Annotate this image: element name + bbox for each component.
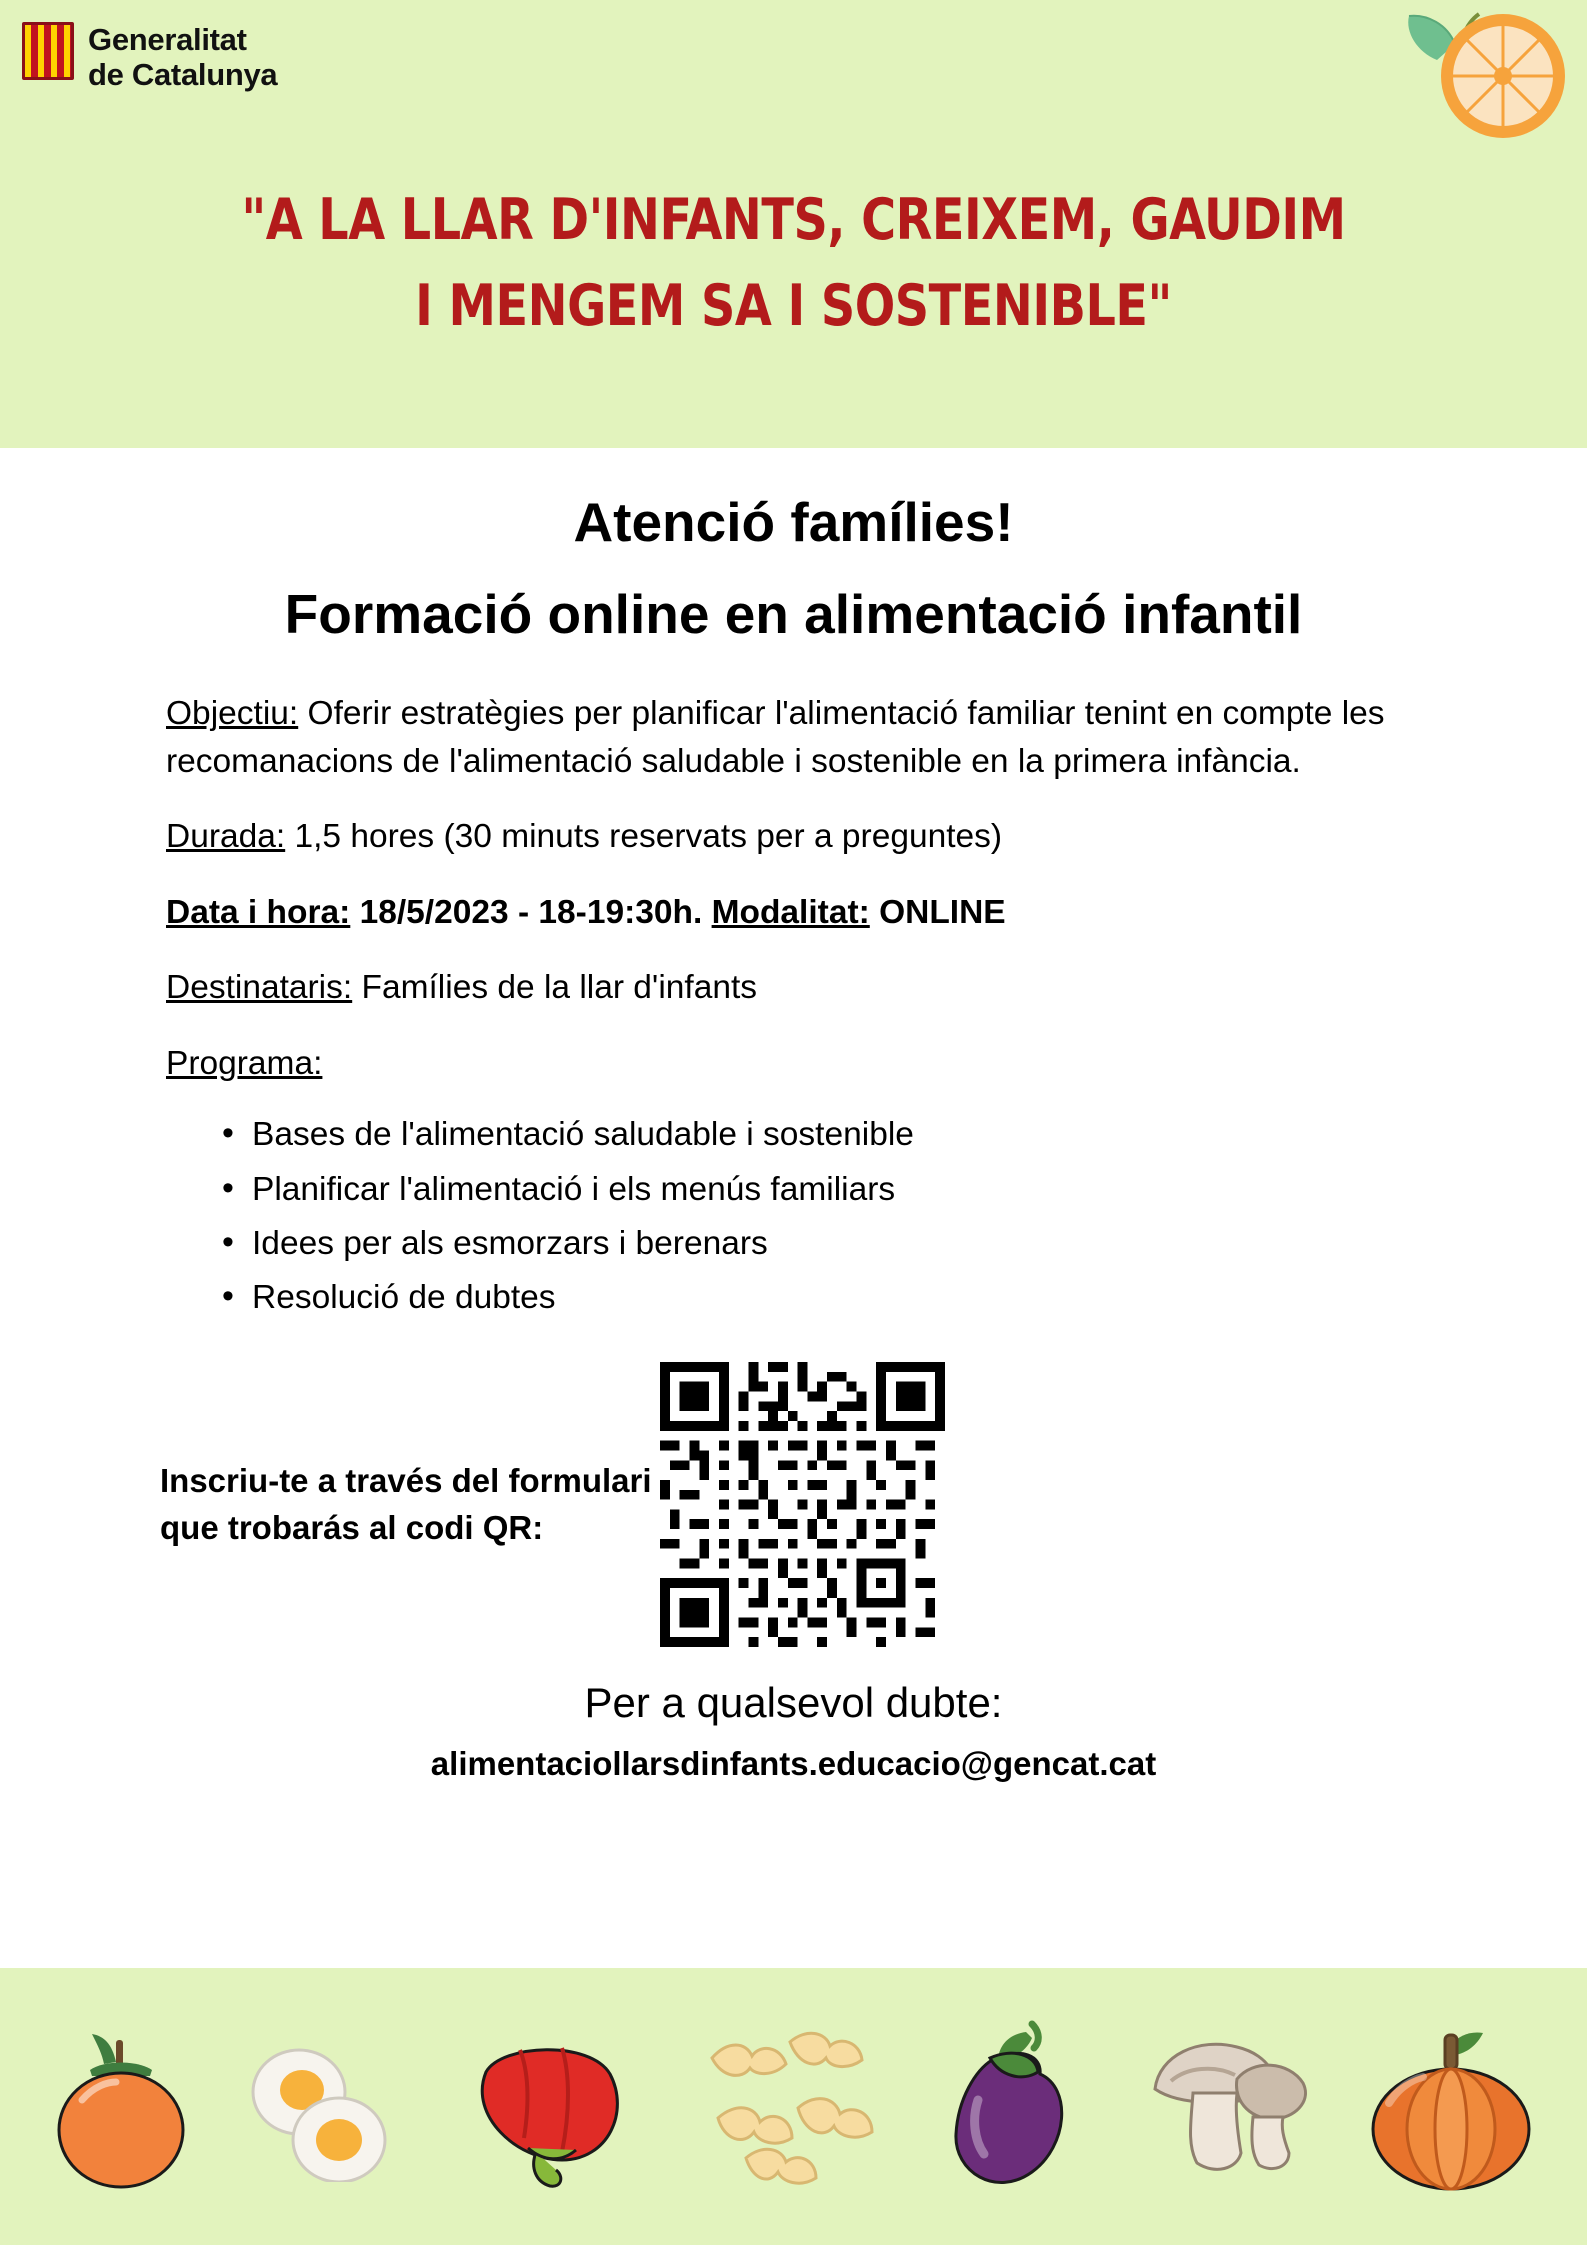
list-item: • Planificar l'alimentació i els menús familiars — [218, 1168, 1437, 1212]
page-title — [56, 178, 1532, 349]
red-pepper-icon — [458, 2020, 643, 2195]
farfalle-pasta-icon — [694, 2022, 889, 2192]
page-title-line-1: "A LA LLAR D'INFANTS, CREIXEM, GAUDIM — [241, 187, 1346, 253]
subheading: Formació online en alimentació infantil — [284, 583, 1303, 645]
qr-label: Inscriu-te a través del formulari que trobarás al codi QR: — [160, 1461, 652, 1546]
generalitat-logo — [22, 22, 277, 92]
destinataris-paragraph — [166, 964, 1437, 1012]
objectiu-paragraph — [166, 690, 1437, 785]
eggplant-icon — [940, 2012, 1090, 2202]
main-content — [0, 448, 1587, 1968]
data-hora-label: Data i hora: — [166, 893, 351, 931]
page-title-line-2: I MENGEM SA I SOSTENIBLE" — [415, 272, 1172, 339]
objectiu-text: Oferir estratègies per planificar l'alimentació familiar tenint en compte les recomanacions de l'alimentació saludable i sostenible en la primera infància. — [166, 695, 1385, 780]
data-hora-text: 18/5/2023 - 18-19:30h. — [350, 893, 712, 931]
list-item: • Idees per als esmorzars i berenars — [218, 1222, 1437, 1266]
mushrooms-icon — [1141, 2027, 1316, 2187]
programa-heading — [166, 1040, 1437, 1088]
modalitat-label: Modalitat: — [711, 893, 870, 931]
durada-paragraph — [166, 813, 1437, 861]
list-item: • Bases de l'alimentació saludable i sostenible — [218, 1113, 1437, 1157]
contact-email[interactable]: alimentaciollarsdinfants.educacio@gencat.cat — [430, 1745, 1157, 1783]
tomato-icon — [46, 2022, 196, 2192]
body-text — [0, 690, 1587, 1320]
qr-code-icon[interactable] — [660, 1362, 945, 1647]
logo-line-1: Generalitat — [88, 22, 247, 57]
durada-label: Durada: — [166, 818, 286, 856]
catalan-flag-shield-icon — [22, 22, 74, 80]
attention-heading: Atenció famílies! — [573, 491, 1014, 553]
data-hora-paragraph — [166, 889, 1437, 937]
programa-label: Programa: — [166, 1044, 323, 1082]
qr-section — [0, 1362, 1587, 1647]
programa-list — [166, 1113, 1437, 1320]
destinataris-label: Destinataris: — [166, 969, 353, 1007]
orange-slice-icon — [1399, 2, 1569, 152]
durada-text: 1,5 hores (30 minuts reservats per a preguntes) — [285, 818, 1003, 856]
header-band — [0, 0, 1587, 448]
closing-text: Per a qualsevol dubte: — [584, 1679, 1003, 1727]
destinataris-text: Famílies de la llar d'infants — [352, 969, 758, 1007]
boiled-egg-icon — [247, 2032, 407, 2182]
objectiu-label: Objectiu: — [166, 695, 299, 732]
footer-icon-row — [0, 1976, 1587, 2238]
list-item: • Resolució de dubtes — [218, 1276, 1437, 1320]
footer-band — [0, 1968, 1587, 2245]
modalitat-text: ONLINE — [869, 893, 1006, 931]
pumpkin-icon — [1367, 2017, 1542, 2197]
logo-text — [88, 22, 277, 92]
logo-line-2: de Catalunya — [88, 56, 278, 92]
